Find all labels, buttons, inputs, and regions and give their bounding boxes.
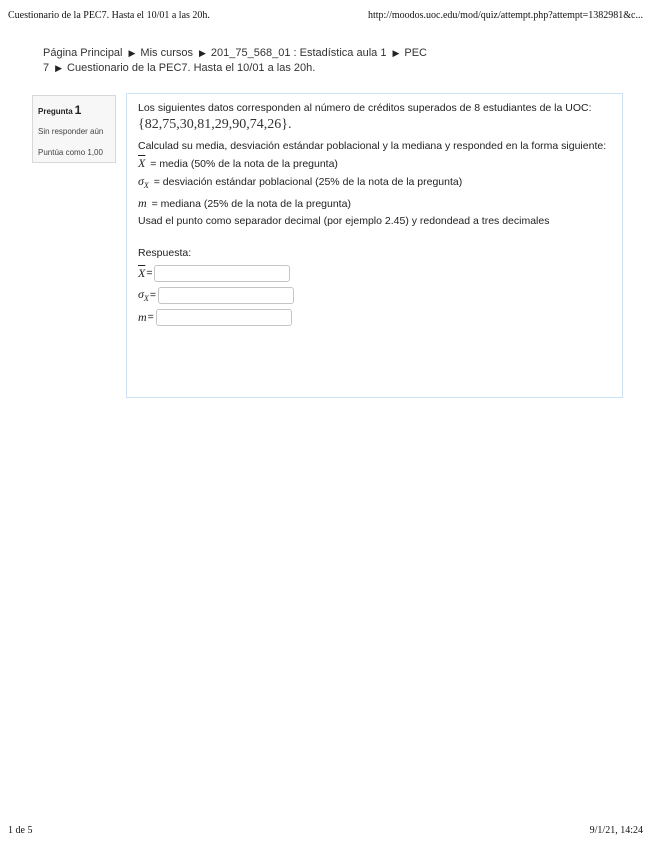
- answer-row-mean: [138, 263, 612, 283]
- page-footer-datetime: 9/1/21, 14:24: [589, 825, 643, 836]
- page-header-title: Cuestionario de la PEC7. Hasta el 10/01 a las 20h.: [8, 10, 210, 21]
- sd-symbol: $\sigma_X$: [138, 287, 149, 303]
- breadcrumb-separator-icon: ▶: [55, 63, 63, 73]
- equals-sign: =: [147, 311, 154, 323]
- median-symbol: m: [138, 196, 147, 210]
- question-number: [38, 101, 110, 119]
- question-number-value: 1: [74, 103, 82, 117]
- answer-row-sd: [138, 285, 612, 305]
- question-intro: Los siguientes datos corresponden al número de créditos superados de 8 estudiantes de la UOC:: [138, 102, 592, 114]
- breadcrumb-separator-icon: ▶: [128, 48, 136, 58]
- sd-answer-input[interactable]: [158, 287, 294, 304]
- mean-symbol: $\overline{X}$: [138, 156, 146, 170]
- breadcrumb-pec[interactable]: PEC 7: [43, 47, 427, 74]
- definition-mean-text: = media (50% de la nota de la pregunta): [150, 158, 338, 170]
- definition-median: [138, 196, 612, 211]
- median-answer-input[interactable]: [156, 309, 292, 326]
- breadcrumb: [43, 46, 513, 76]
- question-content: [126, 93, 623, 398]
- breadcrumb-my-courses[interactable]: Mis cursos: [140, 47, 193, 59]
- breadcrumb-current: Cuestionario de la PEC7. Hasta el 10/01 a las 20h.: [67, 62, 316, 74]
- definition-mean: [138, 156, 612, 171]
- breadcrumb-separator-icon: ▶: [198, 48, 206, 58]
- sd-symbol: $\sigma_X$: [138, 174, 149, 190]
- question-info-panel: [32, 95, 116, 163]
- question-instruction: Calculad su media, desviación estándar poblacional y la mediana y responded en la forma siguiente:: [138, 140, 607, 152]
- page-footer-page: 1 de 5: [8, 825, 33, 836]
- equals-sign: =: [146, 267, 153, 279]
- answer-label: Respuesta:: [138, 247, 192, 259]
- equals-sign: =: [149, 289, 156, 301]
- question-grade: Puntúa como 1,00: [38, 148, 103, 157]
- question-state: Sin responder aún: [38, 127, 104, 136]
- question-note: Usad el punto como separador decimal (por ejemplo 2.45) y redondead a tres decimales: [138, 215, 550, 227]
- breadcrumb-home[interactable]: Página Principal: [43, 47, 123, 59]
- median-symbol: m: [138, 309, 147, 324]
- answer-row-median: [138, 307, 612, 327]
- definition-sd: [138, 174, 612, 193]
- page-header-url: http://moodos.uoc.edu/mod/quiz/attempt.php?attempt=1382981&c...: [367, 10, 643, 21]
- question-label: Pregunta: [38, 107, 73, 116]
- question-dataset: {82,75,30,81,29,90,74,26}.: [138, 117, 292, 132]
- definition-median-text: = mediana (25% de la nota de la pregunta): [151, 198, 351, 210]
- breadcrumb-separator-icon: ▶: [392, 48, 400, 58]
- mean-answer-input[interactable]: [154, 265, 290, 282]
- mean-symbol: $\overline{X}$: [138, 265, 146, 280]
- breadcrumb-course[interactable]: 201_75_568_01 : Estadística aula 1: [210, 47, 387, 59]
- definition-sd-text: = desviación estándar poblacional (25% de la nota de la pregunta): [153, 176, 463, 188]
